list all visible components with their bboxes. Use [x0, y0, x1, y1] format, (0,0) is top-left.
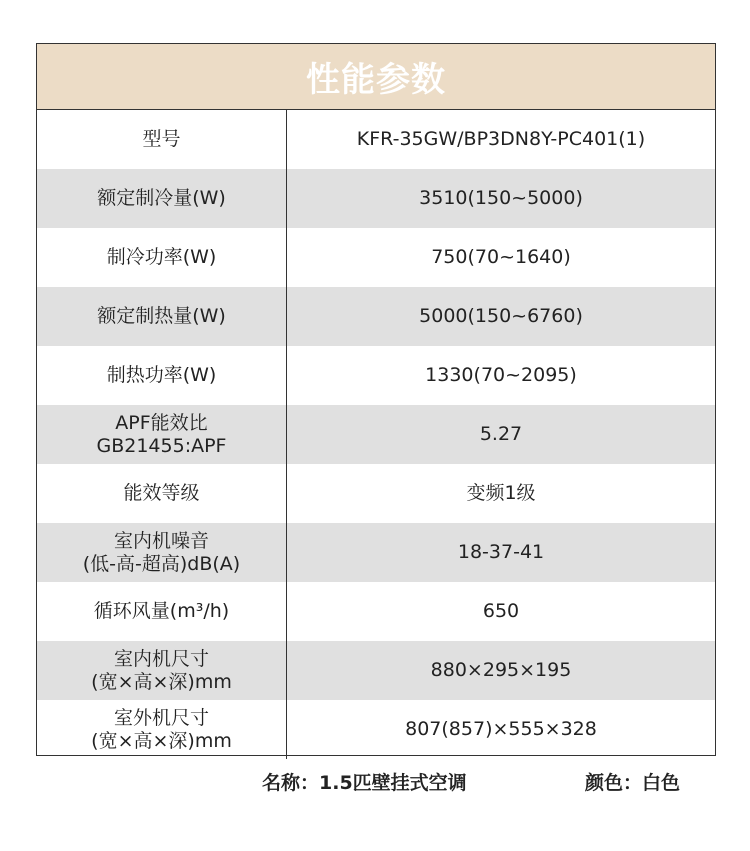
row-value: 变频1级: [466, 482, 536, 504]
row-label: 制冷功率(W): [37, 228, 287, 287]
product-name-text: 名称：1.5匹壁挂式空调: [262, 772, 467, 794]
row-value: 880×295×195: [287, 641, 715, 700]
spec-rows: [37, 110, 715, 759]
row-value: 5000(150~6760): [287, 287, 715, 346]
row-label: [37, 405, 287, 464]
row-value: 750(70~1640): [431, 246, 571, 268]
row-value: 807(857)×555×328: [405, 718, 597, 740]
row-label: 型号: [37, 110, 287, 169]
row-value: 3510(150~5000): [287, 169, 715, 228]
table-row: [37, 346, 715, 405]
row-label-line2: (宽×高×深)mm: [91, 670, 232, 693]
row-label: [37, 641, 287, 700]
table-row: [37, 110, 715, 169]
table-row: [37, 582, 715, 641]
row-label: 制热功率(W): [37, 346, 287, 405]
row-label: 额定制热量(W): [37, 287, 287, 346]
title-bar: [37, 44, 715, 110]
row-label-line2: (宽×高×深)mm: [91, 729, 232, 752]
page-title: 性能参数: [306, 60, 446, 100]
table-row: [37, 523, 715, 582]
row-label-line1: APF能效比: [115, 411, 208, 434]
row-label-line2: (低-高-超高)dB(A): [82, 552, 241, 575]
table-row: [37, 464, 715, 523]
product-color-text: 颜色：白色: [585, 772, 681, 794]
table-row: [37, 700, 715, 759]
table-row: [37, 405, 715, 464]
spec-table: [36, 43, 716, 756]
row-label-line1: 室内机尺寸: [113, 647, 209, 670]
row-label: 额定制冷量(W): [37, 169, 287, 228]
row-label: [37, 523, 287, 582]
row-label: 循环风量(m³/h): [37, 582, 287, 641]
row-label-line1: 室外机尺寸: [113, 706, 209, 729]
row-value: 1330(70~2095): [425, 364, 577, 386]
table-row: [37, 228, 715, 287]
row-value: KFR-35GW/BP3DN8Y-PC401(1): [356, 128, 646, 150]
row-value: 650: [482, 600, 520, 622]
table-row: [37, 169, 715, 228]
row-label-line1: 室内机噪音: [113, 529, 209, 552]
row-value: 18-37-41: [287, 523, 715, 582]
row-label: [37, 700, 287, 759]
table-row: [37, 641, 715, 700]
row-label: 能效等级: [37, 464, 287, 523]
row-label-line2: GB21455:APF: [96, 434, 227, 457]
row-value: 5.27: [287, 405, 715, 464]
footer: [0, 768, 750, 794]
table-row: [37, 287, 715, 346]
